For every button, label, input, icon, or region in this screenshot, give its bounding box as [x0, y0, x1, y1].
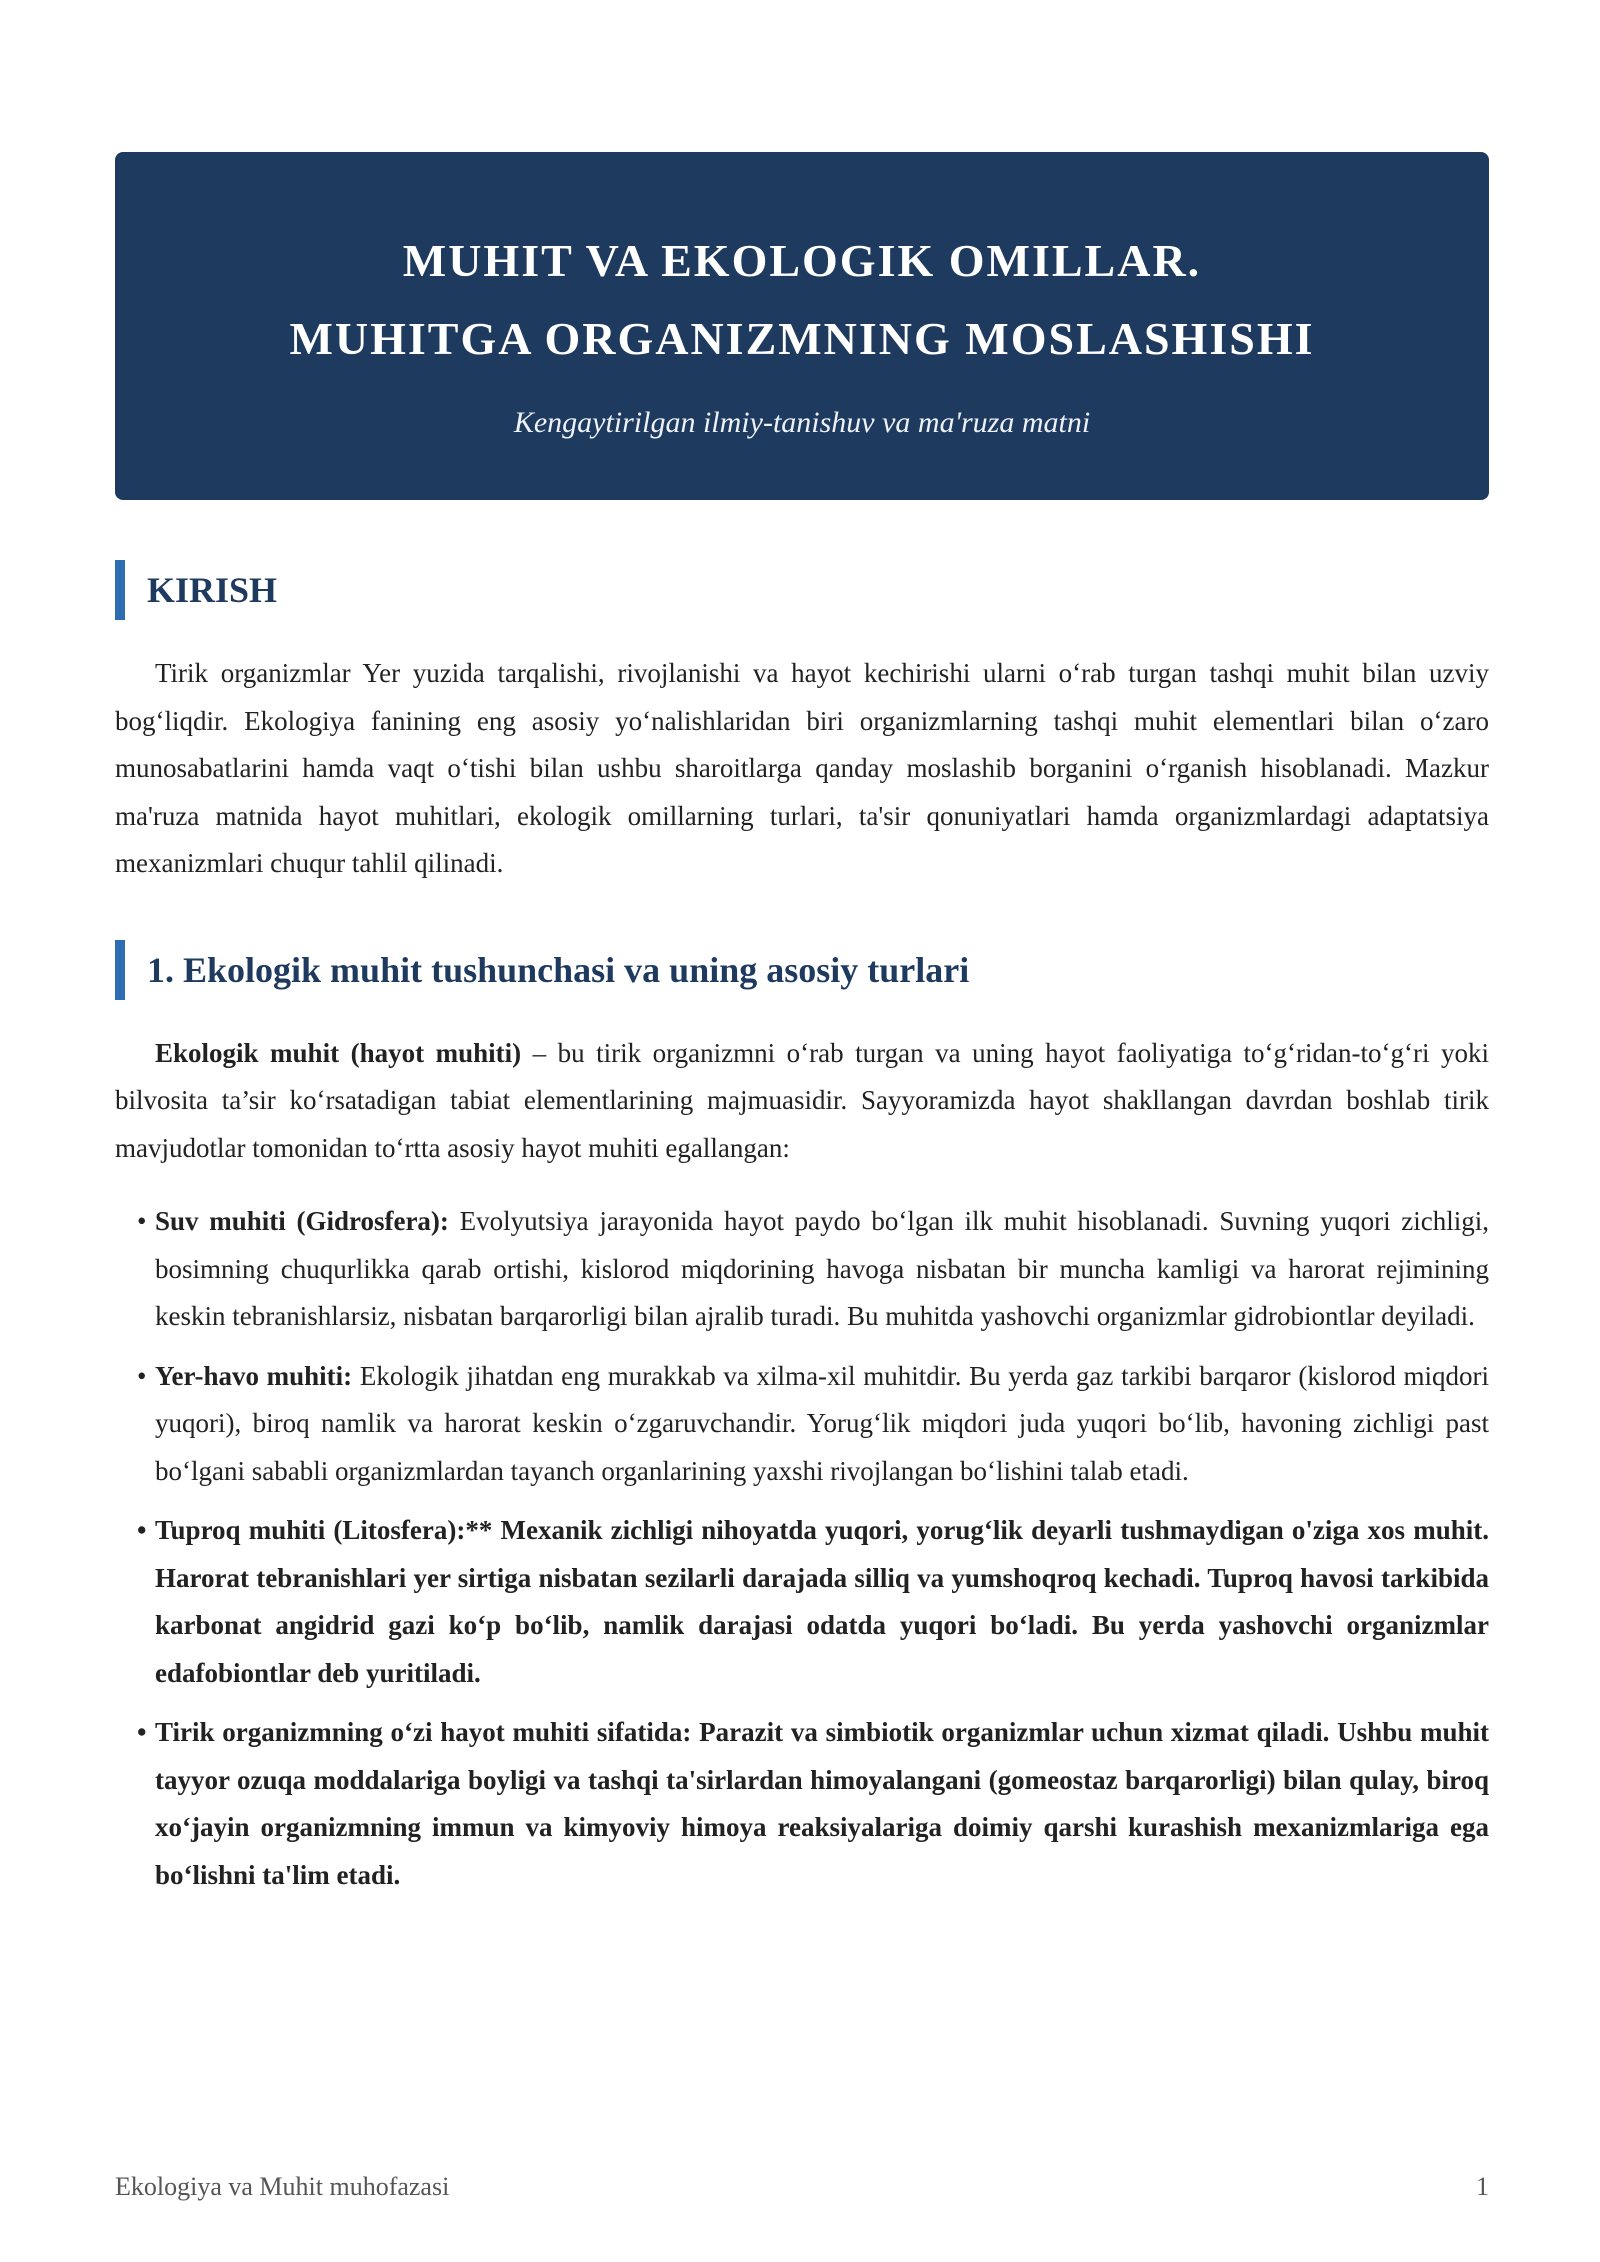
habitat-list: [115, 1198, 1489, 1899]
document-page: [115, 152, 1489, 1911]
bullet-icon: •: [137, 1206, 147, 1236]
list-item: [115, 1353, 1489, 1496]
bullet-term: Tirik organizmning o‘zi hayot muhiti sifatida:: [155, 1717, 692, 1747]
bullet-term: Yer-havo muhiti:: [155, 1360, 353, 1391]
bullet-text: Mexanik zichligi nihoyatda yuqori, yorug‘lik deyarli tushmaydigan o'ziga xos muhit. Harorat tebranishlari yer sirtiga nisbatan sezilarli darajada silliq va yumshoqroq kechadi. Tuproq havosi tarkibida karbonat angidrid gazi ko‘p bo‘lib, namlik darajasi odatda yuqori bo‘ladi. Bu yerda yashovchi organizmlar edafobiontlar deb yuritiladi.: [155, 1515, 1489, 1688]
footer-title: Ekologiya va Muhit muhofazasi: [115, 2172, 450, 2201]
section-heading-1: 1. Ekologik muhit tushunchasi va uning asosiy turlari: [115, 940, 1489, 1000]
bullet-icon: •: [137, 1515, 147, 1545]
intro-paragraph: Tirik organizmlar Yer yuzida tarqalishi, rivojlanishi va hayot kechirishi ularni o‘rab turgan tashqi muhit bilan uzviy bog‘liqdir. Ekologiya fanining eng asosiy yo‘nalishlaridan biri organizmlarning tashqi muhit elementlari bilan o‘zaro munosabatlarini hamda vaqt o‘tishi bilan ushbu sharoitlarga qanday moslashib borganini o‘rganish hisoblanadi. Mazkur ma'ruza matnida hayot muhitlari, ekologik omillarning turlari, ta'sir qonuniyatlari hamda organizmlardagi adaptatsiya mexanizmlari chuqur tahlil qilinadi.: [115, 658, 1489, 878]
list-item: [115, 1198, 1489, 1341]
bullet-term: Suv muhiti (Gidrosfera):: [155, 1206, 449, 1236]
title-line-1: MUHIT VA EKOLOGIK OMILLAR.: [402, 235, 1202, 286]
title-banner: [115, 152, 1489, 500]
bullet-icon: •: [137, 1717, 147, 1747]
title-line-2: MUHITGA ORGANIZMNING MOSLASHISHI: [289, 313, 1315, 364]
lead-text: – bu tirik organizmni o‘rab turgan va uning hayot faoliyatiga to‘g‘ridan-to‘g‘ri yoki bilvosita ta’sir ko‘rsatadigan tabiat elementlarining majmuasidir. Sayyoramizda hayot shakllangan davrdan boshlab tirik mavjudotlar tomonidan to‘rtta asosiy hayot muhiti egallangan:: [115, 1037, 1489, 1163]
bullet-term: Tuproq muhiti (Litosfera):**: [155, 1515, 493, 1545]
section1-paragraph: [115, 1030, 1489, 1173]
list-item: [115, 1709, 1489, 1899]
bullet-text: Evolyutsiya jarayonida hayot paydo bo‘lgan ilk muhit hisoblanadi. Suvning yuqori zichligi, bosimning chuqurlikka qarab ortishi, kislorod miqdorining havoga nisbatan bir muncha kamligi va harorat rejimining keskin tebranishlarsiz, nisbatan barqarorligi bilan ajralib turadi. Bu muhitda yashovchi organizmlar gidrobiontlar deyiladi.: [155, 1206, 1489, 1331]
page-footer: [115, 2172, 1489, 2202]
section-heading-intro: KIRISH: [115, 560, 1489, 620]
list-item: [115, 1507, 1489, 1697]
document-subtitle: Kengaytirilgan ilmiy-tanishuv va ma'ruza matni: [513, 406, 1091, 439]
page-number: 1: [1476, 2172, 1489, 2201]
bullet-icon: •: [137, 1360, 147, 1391]
bullet-text: Parazit va simbiotik organizmlar uchun xizmat qiladi. Ushbu muhit tayyor ozuqa moddalariga boyligi va tashqi ta'sirlardan himoyalangani (gomeostaz barqarorligi) bilan qulay, biroq xo‘jayin organizmning immun va kimyoviy himoya reaksiyalariga doimiy qarshi kurashish mexanizmlariga ega bo‘lishni ta'lim etadi.: [155, 1717, 1490, 1890]
lead-term: Ekologik muhit (hayot muhiti): [155, 1037, 522, 1068]
document-title: [115, 222, 1489, 378]
bullet-text: Ekologik jihatdan eng murakkab va xilma-xil muhitdir. Bu yerda gaz tarkibi barqaror (kislorod miqdori yuqori), biroq namlik va harorat keskin o‘zgaruvchandir. Yorug‘lik miqdori juda yuqori bo‘lib, havoning zichligi past bo‘lgani sababli organizmlardan tayanch organlarining yaxshi rivojlangan bo‘lishini talab etadi.: [155, 1360, 1489, 1486]
